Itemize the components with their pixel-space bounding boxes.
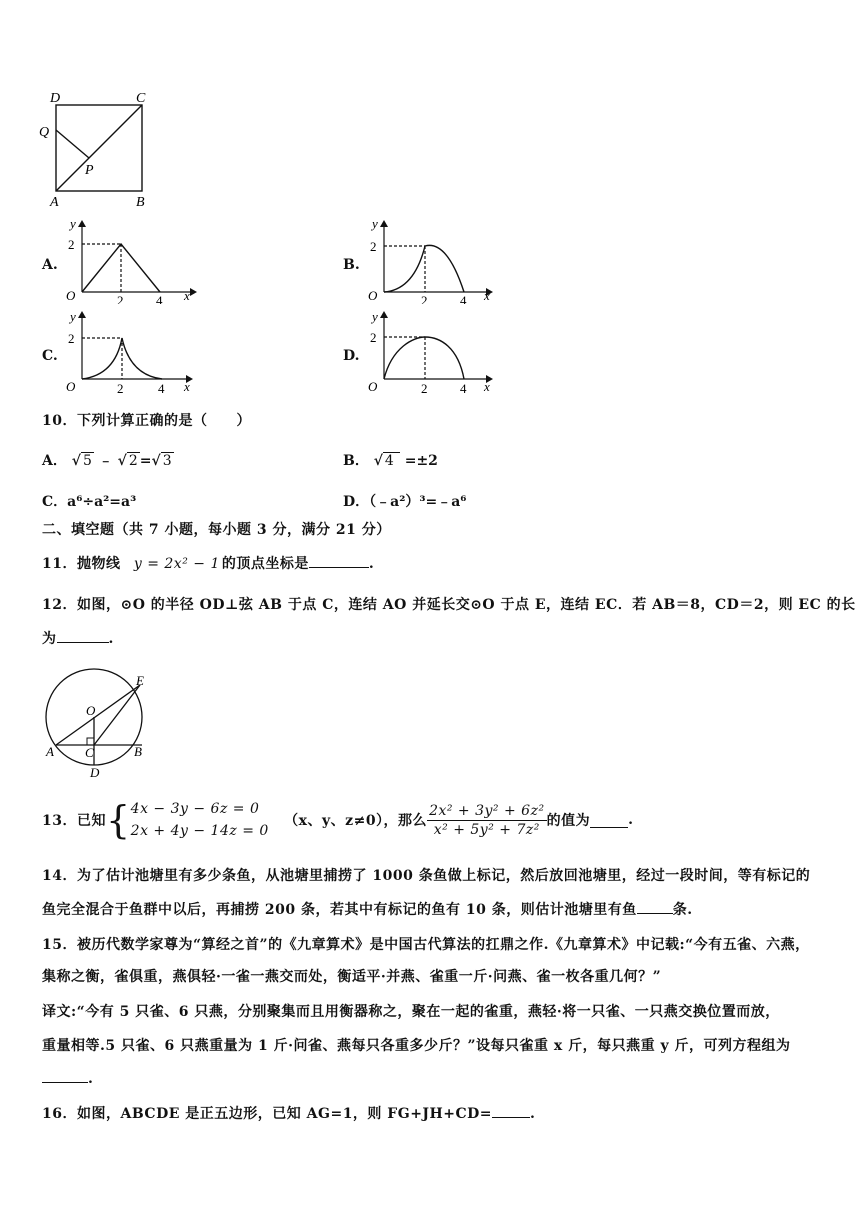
label-P: P (85, 163, 94, 178)
option-b-label: B. (343, 257, 360, 273)
answer-blank[interactable] (42, 1068, 88, 1083)
q10-b-radicand: 4 (383, 452, 400, 469)
graph-option-c (60, 307, 200, 395)
q14-line1: 14．为了估计池塘里有多少条鱼，从池塘里捕捞了 1000 条鱼做上标记，然后放回池塘里，经过一段时间，等有标记的 (42, 868, 811, 884)
answer-blank[interactable] (309, 553, 369, 568)
q14-line2 (42, 899, 693, 919)
answer-blank[interactable] (57, 628, 109, 643)
q14-line2-post: 条. (672, 902, 693, 918)
q13: 13．已知{4x − 3y − 6z = 0 2x + 4y − 14z = 0 （x、y、z≠0），那么 $\frac{\text{2x² + 3y² + 6z²}}{\text{x² + 5y² + 7z²}}$ 的值为 . (42, 798, 634, 842)
q13-numerator: 2x² + 3y² + 6z² (429, 802, 545, 819)
q12-line1: 12．如图，⊙O 的半径 OD⊥弦 AB 于点 C，连结 AO 并延长交⊙O 于点 E，连结 EC．若 AB＝8，CD＝2，则 EC 的长 (42, 597, 856, 613)
label-Q: Q (39, 125, 50, 140)
xtick-2: 2 (421, 293, 428, 304)
xtick-4: 4 (460, 381, 467, 395)
q11-formula: y = 2x² − 1 (133, 556, 220, 572)
ytick-2: 2 (68, 237, 75, 252)
xtick-2: 2 (421, 381, 428, 395)
label-B: B (134, 744, 142, 759)
ytick-2: 2 (68, 331, 75, 346)
origin-o: O (66, 379, 76, 394)
axis-x: x (184, 379, 190, 394)
q13-cond: （x、y、z≠0），那么 (284, 813, 428, 829)
graph-option-b (362, 216, 502, 304)
q10-stem: 10．下列计算正确的是（ ） (42, 413, 251, 429)
option-c-label: C. (42, 348, 58, 364)
q13-pre: 13．已知 (42, 813, 106, 829)
q11-pre: 11．抛物线 (42, 556, 121, 572)
label-O: O (86, 703, 96, 718)
brace-icon: { (105, 798, 131, 842)
axis-y: y (70, 309, 76, 324)
graph-option-d (362, 307, 502, 395)
q10-option-a (42, 450, 174, 470)
origin-o: O (66, 288, 76, 303)
q13-denominator: x² + 5y² + 7z² (433, 821, 540, 838)
q10-a-radicand-3: 3 (162, 453, 172, 469)
xtick-4: 4 (156, 293, 163, 304)
q11-post: 的顶点坐标是 (221, 556, 309, 572)
q11: 11．抛物线 y = 2x² − 1 的顶点坐标是 . (42, 553, 374, 573)
q10-a-radicand-2: 2 (128, 453, 138, 469)
q13-eq2: 2x + 4y − 14z = 0 (130, 823, 269, 839)
q12-line2-pre: 为 (42, 631, 57, 647)
answer-blank[interactable] (637, 899, 673, 914)
axis-y: y (372, 309, 378, 324)
ytick-2: 2 (370, 239, 377, 254)
q15-line5: . (42, 1068, 93, 1087)
label-D: D (90, 765, 100, 780)
section-heading: 二、填空题（共 7 小题，每小题 3 分，满分 21 分） (42, 522, 391, 538)
label-C: C (136, 91, 146, 106)
q13-fraction (427, 803, 547, 838)
xtick-2: 2 (117, 381, 124, 395)
q10-a-minus: ﹣ (98, 453, 113, 469)
sqrt-icon: √ (71, 453, 81, 469)
option-d-label: D. (343, 348, 360, 364)
q13-system (131, 798, 269, 842)
label-A: A (50, 195, 59, 210)
q15-line2: 集称之衡，雀俱重，燕俱轻·一雀一燕交而处，衡适平·并燕、雀重一斤·问燕、雀一枚各重几何？” (42, 969, 662, 985)
label-C: C (85, 745, 94, 760)
axis-x: x (184, 288, 190, 303)
q10-b-rest: =±2 (404, 453, 438, 469)
answer-blank[interactable] (492, 1103, 530, 1118)
origin-o: O (368, 379, 378, 394)
q15-line4: 重量相等.5 只雀、6 只燕重量为 1 斤·问雀、燕每只各重多少斤？”设每只雀重 x 斤，每只燕重 y 斤，可列方程组为 (42, 1038, 791, 1054)
q14-line2-pre: 鱼完全混合于鱼群中以后，再捕捞 200 条，若其中有标记的鱼有 10 条，则估计池塘里有鱼 (42, 902, 637, 918)
q16: 16．如图，ABCDE 是正五边形，已知 AG=1，则 FG+JH+CD= . (42, 1103, 535, 1123)
q15-line3: 译文:“今有 5 只雀、6 只燕，分别聚集而且用衡器称之，聚在一起的雀重，燕轻·将一只雀、一只燕交换位置而放， (42, 1004, 780, 1020)
option-a-label: A. (42, 257, 58, 273)
axis-y: y (372, 216, 378, 231)
label-D: D (50, 91, 61, 106)
q10-option-b (343, 450, 438, 470)
answer-blank[interactable] (590, 813, 628, 828)
xtick-4: 4 (158, 381, 165, 395)
q13-eq1: 4x − 3y − 6z = 0 (130, 801, 260, 817)
label-B: B (136, 195, 145, 210)
q10-b-label: B． (343, 453, 369, 469)
q10-a-label: A． (42, 453, 67, 469)
q12-line2: 为 . (42, 628, 114, 648)
square-diagram (36, 86, 166, 211)
q10-option-d: D．（﹣a²）³=﹣a⁶ (343, 494, 467, 510)
q16-pre: 16．如图，ABCDE 是正五边形，已知 AG=1，则 FG+JH+CD= (42, 1106, 493, 1122)
q15-line1: 15．被历代数学家尊为“算经之首”的《九章算术》是中国古代算法的扛鼎之作.《九章算术》中记载:“今有五雀、六燕， (42, 937, 810, 953)
origin-o: O (368, 288, 378, 303)
axis-x: x (484, 288, 490, 303)
q13-post: 的值为 (546, 813, 591, 829)
axis-y: y (70, 216, 76, 231)
sqrt-icon: √ (117, 453, 127, 469)
label-A: A (46, 744, 54, 759)
sqrt-icon: √ (373, 453, 383, 469)
label-E: E (136, 673, 144, 688)
xtick-2: 2 (117, 293, 124, 304)
q10-a-equals: = (139, 453, 152, 469)
q10-option-c: C．a⁶÷a²=a³ (42, 494, 137, 510)
circle-diagram (38, 665, 158, 780)
graph-option-a (60, 216, 200, 304)
sqrt-icon: √ (151, 453, 161, 469)
axis-x: x (484, 379, 490, 394)
xtick-4: 4 (460, 293, 467, 304)
q10-a-radicand-1: 5 (82, 453, 92, 469)
ytick-2: 2 (370, 330, 377, 345)
